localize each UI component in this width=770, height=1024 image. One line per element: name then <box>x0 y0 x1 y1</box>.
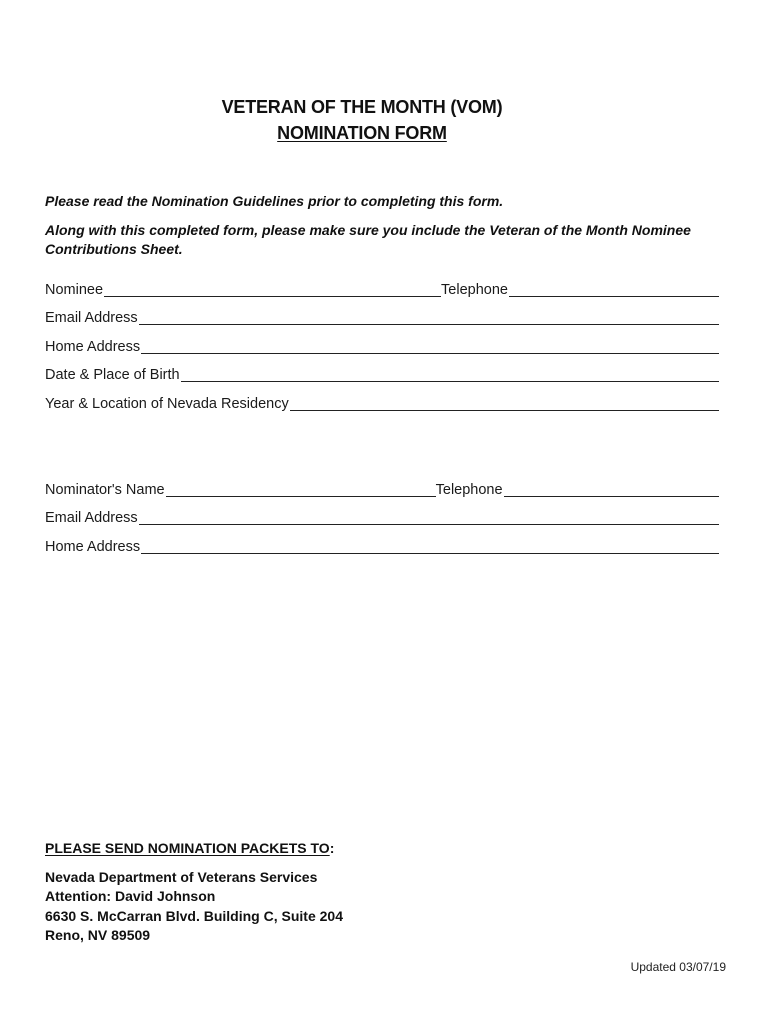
nominator-name-field[interactable] <box>166 482 436 497</box>
nominee-residency-field[interactable] <box>290 396 719 411</box>
nominator-name-label: Nominator's Name <box>45 482 165 498</box>
nominee-telephone-label: Telephone <box>441 282 508 298</box>
nominator-telephone-field[interactable] <box>504 482 719 497</box>
nominator-home-address-field[interactable] <box>141 539 719 554</box>
nominee-telephone-field[interactable] <box>509 282 719 297</box>
nominator-email-field[interactable] <box>139 510 719 525</box>
nominator-home-address-row <box>45 536 719 556</box>
address-street: 6630 S. McCarran Blvd. Building C, Suite 204 <box>45 907 343 924</box>
nominee-email-label: Email Address <box>45 310 138 326</box>
send-heading-colon: : <box>329 840 335 856</box>
form-title: VETERAN OF THE MONTH (VOM) <box>221 97 503 117</box>
nominee-birth-label: Date & Place of Birth <box>45 367 180 383</box>
updated-date: Updated 03/07/19 <box>630 960 726 974</box>
nominator-email-label: Email Address <box>45 510 138 526</box>
form-subtitle-text: NOMINATION FORM <box>277 123 447 143</box>
nominee-residency-label: Year & Location of Nevada Residency <box>45 396 289 412</box>
nominee-label: Nominee <box>45 282 104 298</box>
nominator-home-address-label: Home Address <box>45 539 141 555</box>
nominee-row <box>45 279 719 299</box>
nominee-email-row <box>45 307 719 327</box>
nominee-residency-row <box>45 393 719 413</box>
nominee-birth-field[interactable] <box>181 367 719 382</box>
address-city: Reno, NV 89509 <box>45 926 151 943</box>
send-heading <box>45 840 334 856</box>
nominee-field[interactable] <box>104 282 441 297</box>
guidelines-note: Please read the Nomination Guidelines prior to completing this form. <box>45 193 504 209</box>
nominee-birth-row <box>45 364 719 384</box>
nominator-email-row <box>45 507 719 527</box>
contributions-note: Along with this completed form, please make sure you include the Veteran of the Month Nominee Contributions Sheet. <box>45 222 691 257</box>
address-organization: Nevada Department of Veterans Services <box>45 869 318 885</box>
nominee-home-address-row <box>45 336 719 356</box>
nominee-email-field[interactable] <box>139 310 719 325</box>
nominee-home-address-label: Home Address <box>45 339 141 355</box>
mailing-address <box>45 868 343 945</box>
send-heading-text: PLEASE SEND NOMINATION PACKETS TO <box>45 840 330 856</box>
address-attention: Attention: David Johnson <box>45 888 216 905</box>
form-subtitle <box>0 123 724 144</box>
nominee-home-address-field[interactable] <box>141 339 719 354</box>
nominator-row <box>45 479 719 499</box>
nominator-telephone-label: Telephone <box>435 482 503 498</box>
